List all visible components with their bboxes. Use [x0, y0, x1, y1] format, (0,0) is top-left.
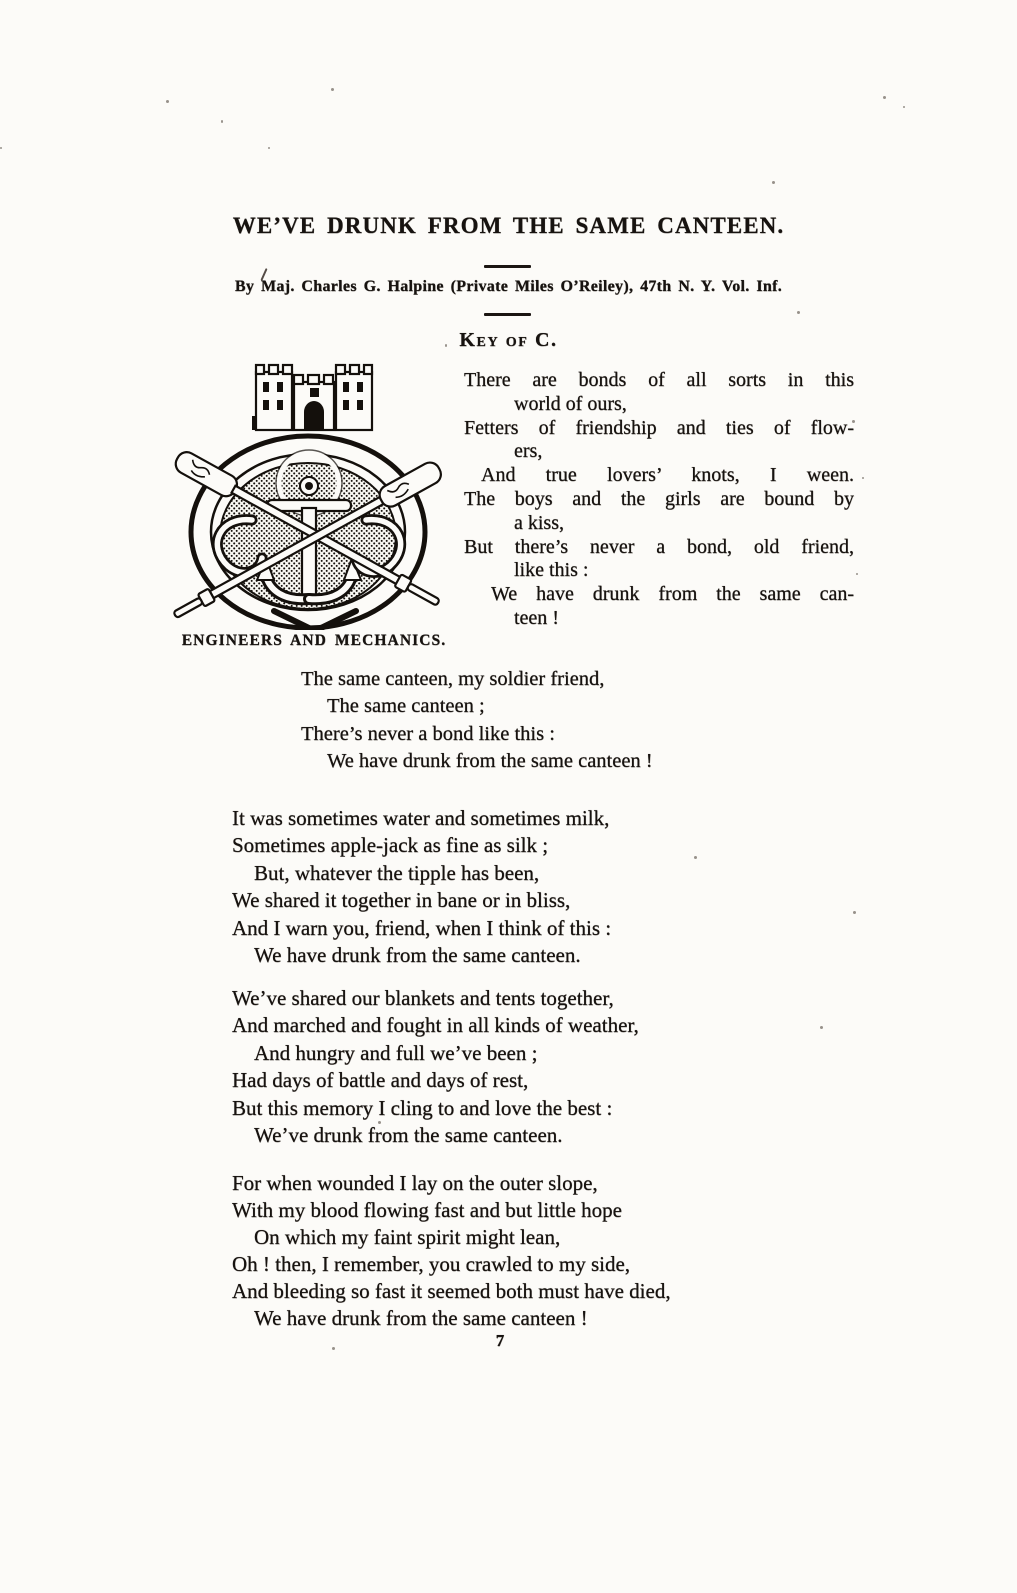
poem-title: WE’VE DRUNK FROM THE SAME CANTEEN. — [232, 213, 785, 238]
poem-line: Sometimes apple-jack as fine as silk ; — [232, 833, 549, 858]
scan-speck — [0, 147, 2, 149]
poem-line: And bleeding so fast it seemed both must have died, — [232, 1279, 671, 1303]
scan-speck — [820, 1026, 823, 1029]
scan-speck — [166, 100, 169, 103]
poem-line: There are bonds of all sorts in this — [464, 369, 854, 391]
scan-speck — [903, 106, 905, 108]
poem-line: Had days of battle and days of rest, — [232, 1068, 529, 1093]
poem-line: But, whatever the tipple has been, — [254, 860, 540, 885]
stanza-4 — [232, 1170, 671, 1332]
poem-line: But there’s never a bond, old friend, — [464, 535, 854, 558]
poem-line: Fetters of friendship and ties of flow- — [464, 416, 854, 439]
poem-line: And marched and fought in all kinds of weather, — [232, 1013, 639, 1038]
poem-line: We have drunk from the same canteen. — [254, 943, 581, 968]
poem-line: With my blood flowing fast and but little hope — [232, 1198, 622, 1222]
regimental-emblem-illustration — [168, 352, 460, 630]
stanza-opening — [464, 369, 854, 631]
poem-line: On which my faint spirit might lean, — [254, 1225, 561, 1249]
poem-line: The same canteen ; — [327, 695, 485, 718]
poem-line: And I warn you, friend, when I think of this : — [232, 915, 612, 940]
poem-line: We’ve drunk from the same canteen. — [254, 1123, 563, 1148]
stanza-chorus — [301, 666, 653, 776]
poem-line: And true lovers’ knots, I ween. — [481, 464, 854, 487]
stanza-2 — [232, 805, 611, 969]
poem-line: We’ve shared our blankets and tents together, — [232, 986, 614, 1010]
scan-speck — [853, 911, 856, 914]
scan-speck — [221, 120, 223, 123]
poem-line: The boys and the girls are bound by — [464, 487, 854, 510]
scan-speck — [772, 181, 775, 184]
poem-line: We have drunk from the same canteen ! — [327, 750, 653, 773]
key-signature: Key of C. — [459, 329, 558, 351]
byline: By Maj. Charles G. Halpine (Private Miles O’Reiley), 47th N. Y. Vol. Inf. — [234, 278, 783, 295]
poem-line: But this memory I cling to and love the best : — [232, 1095, 613, 1120]
poem-line: The same canteen, my soldier friend, — [301, 668, 605, 690]
scan-speck — [883, 96, 886, 99]
divider-rule-bottom — [484, 313, 531, 316]
stanza-3 — [232, 985, 639, 1149]
divider-rule-top — [484, 265, 531, 268]
poem-line: Oh ! then, I remember, you crawled to my side, — [232, 1252, 631, 1276]
poem-line: ers, — [514, 440, 543, 463]
poem-line: We have drunk from the same canteen ! — [254, 1306, 588, 1330]
poem-line: We have drunk from the same can- — [491, 583, 854, 606]
poem-line: world of ours, — [514, 392, 627, 415]
emblem-caption: ENGINEERS AND MECHANICS. — [181, 632, 447, 649]
poem-line: It was sometimes water and sometimes milk, — [232, 806, 610, 830]
poem-line: teen ! — [514, 606, 559, 629]
poem-line: We shared it together in bane or in bliss, — [232, 888, 571, 913]
poem-line: There’s never a bond like this : — [301, 722, 555, 745]
poem-line: For when wounded I lay on the outer slope, — [232, 1171, 598, 1195]
poem-line: And hungry and full we’ve been ; — [254, 1040, 538, 1065]
scan-speck — [856, 573, 858, 575]
castle-icon — [252, 365, 372, 430]
scan-speck — [694, 856, 697, 859]
poem-line: like this : — [514, 559, 589, 582]
page-number: 7 — [495, 1331, 505, 1350]
scan-speck — [268, 147, 270, 149]
poem-line: a kiss, — [514, 511, 564, 534]
scan-speck — [862, 477, 864, 479]
scan-speck — [797, 311, 800, 314]
scan-speck — [331, 88, 334, 91]
